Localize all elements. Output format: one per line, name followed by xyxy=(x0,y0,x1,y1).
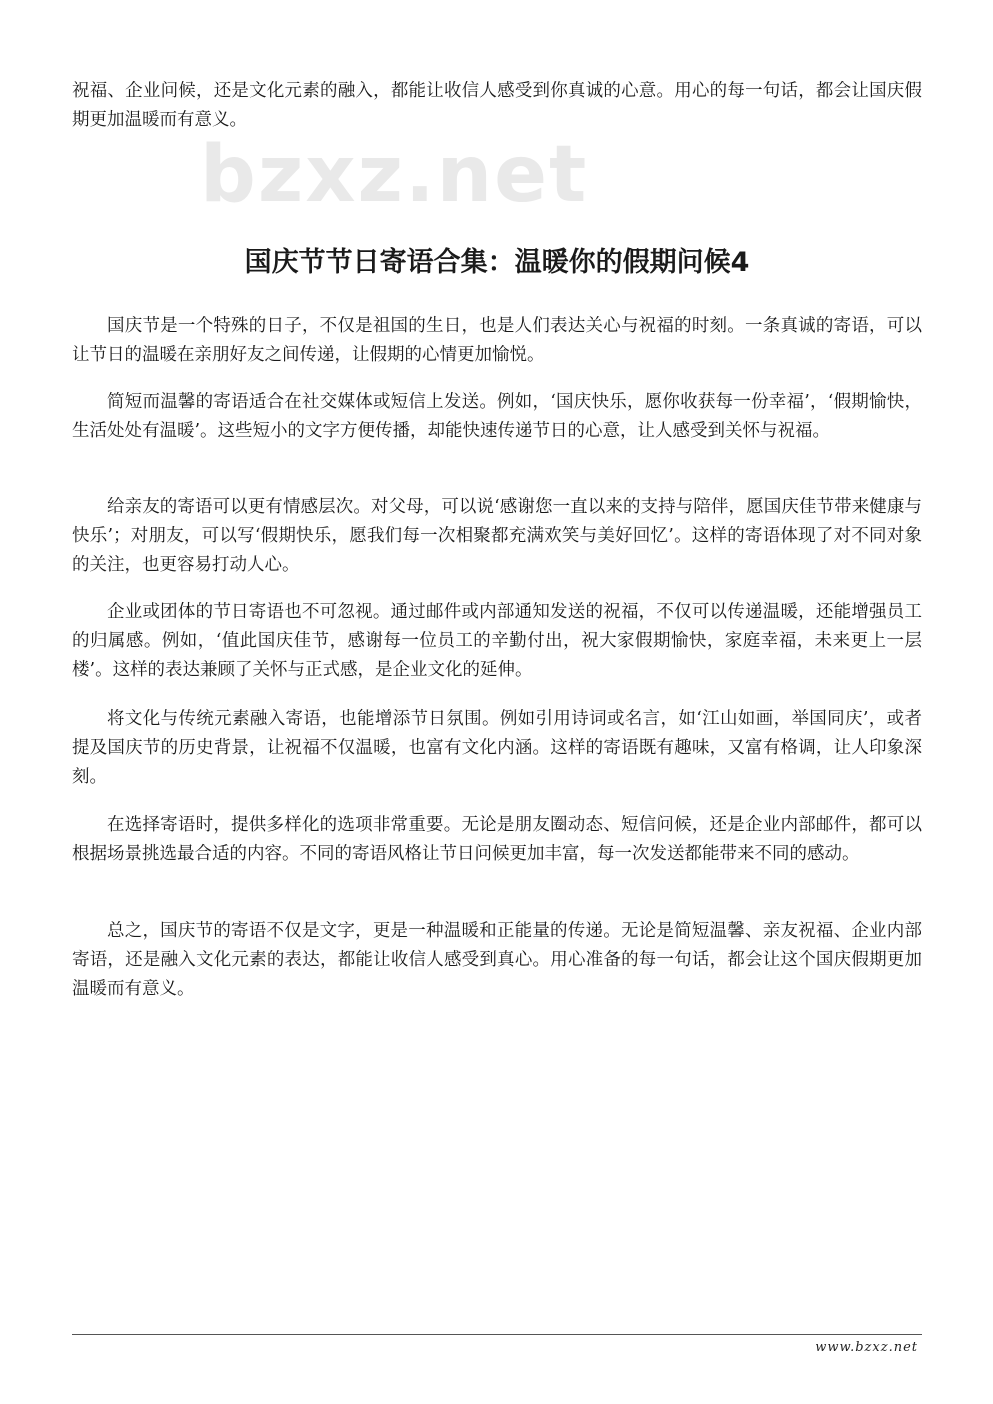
article-paragraph: 总之，国庆节的寄语不仅是文字，更是一种温暖和正能量的传递。无论是简短温馨、亲友祝福、企业内部寄语，还是融入文化元素的表达，都能让收信人感受到真心。用心准备的每一句话，都会让这个国庆假期更加温暖而有意义。 xyxy=(72,921,922,999)
article-paragraph: 简短而温馨的寄语适合在社交媒体或短信上发送。例如，‘国庆快乐，愿你收获每一份幸福’，‘假期愉快，生活处处有温暖’。这些短小的文字方便传播，却能快速传递节日的心意，让人感受到关怀与祝福。 xyxy=(72,392,922,441)
article-title: 国庆节节日寄语合集：温暖你的假期问候4 xyxy=(244,247,750,278)
article-paragraph: 企业或团体的节日寄语也不可忽视。通过邮件或内部通知发送的祝福，不仅可以传递温暖，还能增强员工的归属感。例如，‘值此国庆佳节，感谢每一位员工的辛勤付出，祝大家假期愉快，家庭幸福，未来更上一层楼’。这样的表达兼顾了关怀与正式感，是企业文化的延伸。 xyxy=(72,602,922,680)
watermark-logo: bzxz.net xyxy=(200,130,589,220)
article-paragraph: 在选择寄语时，提供多样化的选项非常重要。无论是朋友圈动态、短信问候，还是企业内部邮件，都可以根据场景挑选最合适的内容。不同的寄语风格让节日问候更加丰富，每一次发送都能带来不同的感动。 xyxy=(72,815,922,864)
footer-url: www.bzxz.net xyxy=(815,1340,918,1355)
footer-divider xyxy=(72,1334,922,1335)
article-paragraph: 给亲友的寄语可以更有情感层次。对父母，可以说‘感谢您一直以来的支持与陪伴，愿国庆佳节带来健康与快乐’；对朋友，可以写‘假期快乐，愿我们每一次相聚都充满欢笑与美好回忆’。这样的寄语体现了对不同对象的关注，也更容易打动人心。 xyxy=(72,497,922,575)
continuation-paragraph: 祝福、企业问候，还是文化元素的融入，都能让收信人感受到你真诚的心意。用心的每一句话，都会让国庆假期更加温暖而有意义。 xyxy=(72,81,922,130)
article-paragraph: 国庆节是一个特殊的日子，不仅是祖国的生日，也是人们表达关心与祝福的时刻。一条真诚的寄语，可以让节日的温暖在亲朋好友之间传递，让假期的心情更加愉悦。 xyxy=(72,316,922,365)
article-paragraph: 将文化与传统元素融入寄语，也能增添节日氛围。例如引用诗词或名言，如‘江山如画，举国同庆’，或者提及国庆节的历史背景，让祝福不仅温暖，也富有文化内涵。这样的寄语既有趣味，又富有格调，让人印象深刻。 xyxy=(72,709,922,787)
